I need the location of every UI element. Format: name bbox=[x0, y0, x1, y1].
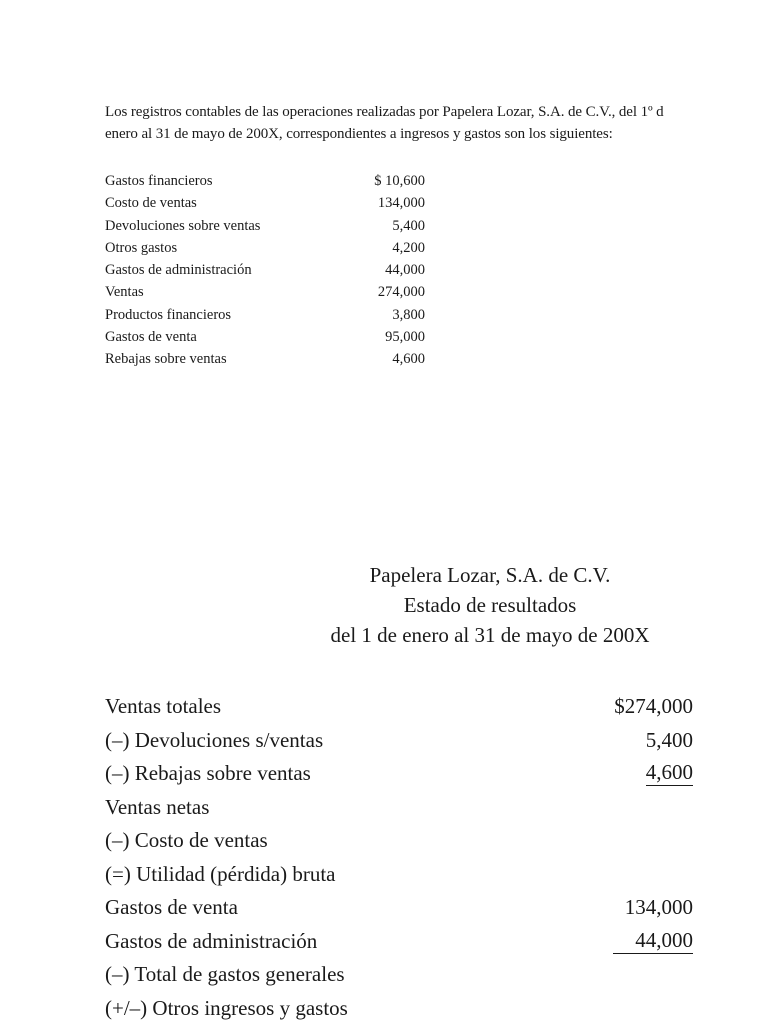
statement-label: (–) Total de gastos generales bbox=[105, 962, 345, 986]
statement-title: Estado de resultados bbox=[403, 593, 577, 617]
account-label: Gastos de administración bbox=[105, 262, 252, 279]
account-value: $ 10,600 bbox=[374, 173, 425, 189]
statement-label: (=) Utilidad (pérdida) bruta bbox=[105, 861, 336, 886]
statement-value: 5,400 bbox=[645, 727, 693, 752]
statement-row bbox=[105, 925, 693, 959]
statement-value: 134,000 bbox=[624, 895, 693, 919]
intro-paragraph bbox=[105, 101, 768, 145]
statement-header bbox=[260, 560, 720, 650]
account-row bbox=[105, 237, 425, 259]
account-row bbox=[105, 215, 425, 237]
statement-label: Ventas totales bbox=[105, 694, 222, 718]
account-label: Devoluciones sobre ventas bbox=[105, 217, 261, 234]
account-label: Rebajas sobre ventas bbox=[105, 351, 227, 368]
statement-label: (–) Costo de ventas bbox=[105, 828, 268, 852]
company-name: Papelera Lozar, S.A. de C.V. bbox=[369, 563, 611, 587]
statement-row bbox=[105, 858, 693, 892]
statement-value-underlined: 44,000 bbox=[613, 927, 693, 954]
account-row bbox=[105, 281, 425, 303]
account-label: Ventas bbox=[105, 284, 144, 301]
account-label: Gastos financieros bbox=[105, 173, 213, 189]
account-row bbox=[105, 326, 425, 348]
account-label: Productos financieros bbox=[105, 306, 232, 323]
account-value: 134,000 bbox=[377, 195, 425, 212]
statement-row bbox=[105, 824, 693, 858]
account-value: 274,000 bbox=[377, 284, 425, 301]
accounts-list bbox=[105, 170, 425, 371]
statement-label: Ventas netas bbox=[105, 794, 210, 819]
account-row bbox=[105, 259, 425, 281]
account-row bbox=[105, 304, 425, 326]
account-value: 44,000 bbox=[385, 262, 425, 279]
intro-line-2: enero al 31 de mayo de 200X, correspondientes a ingresos y gastos son los siguientes: bbox=[105, 126, 613, 142]
statement-label: (+/–) Otros ingresos y gastos bbox=[105, 995, 348, 1020]
account-label: Otros gastos bbox=[105, 239, 178, 256]
account-label: Gastos de venta bbox=[105, 329, 197, 346]
statement-row bbox=[105, 724, 693, 758]
income-statement bbox=[105, 690, 693, 1024]
statement-label: Gastos de administración bbox=[105, 928, 318, 953]
statement-row bbox=[105, 992, 693, 1024]
account-row bbox=[105, 170, 425, 192]
statement-label: Gastos de venta bbox=[105, 895, 238, 919]
statement-row bbox=[105, 791, 693, 825]
statement-row bbox=[105, 958, 693, 992]
account-row bbox=[105, 348, 425, 370]
account-value: 5,400 bbox=[392, 217, 425, 234]
intro-line-1: Los registros contables de las operaciones realizadas por Papelera Lozar, S.A. de C.V., del 1º d bbox=[105, 104, 664, 120]
statement-label: (–) Rebajas sobre ventas bbox=[105, 761, 311, 785]
statement-label: (–) Devoluciones s/ventas bbox=[105, 727, 324, 752]
statement-period: del 1 de enero al 31 de mayo de 200X bbox=[330, 623, 650, 647]
account-label: Costo de ventas bbox=[105, 195, 197, 212]
statement-row bbox=[105, 891, 693, 925]
statement-row bbox=[105, 757, 693, 791]
account-value: 95,000 bbox=[385, 329, 425, 346]
account-row bbox=[105, 192, 425, 214]
statement-row bbox=[105, 690, 693, 724]
statement-value: $274,000 bbox=[614, 694, 693, 718]
account-value: 4,600 bbox=[392, 351, 425, 368]
account-value: 4,200 bbox=[392, 239, 425, 256]
statement-value-underlined: 4,600 bbox=[645, 760, 693, 784]
account-value: 3,800 bbox=[392, 306, 425, 323]
